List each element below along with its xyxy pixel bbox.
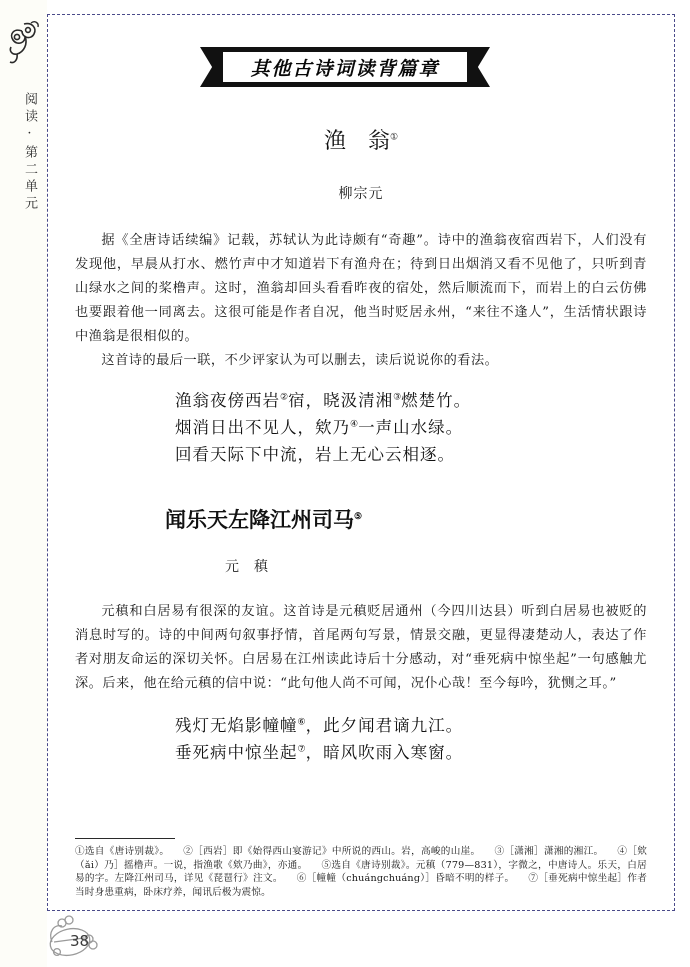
- footnote-item: ⑦［垂死病中惊坐起］作者当时身患重病，卧床疗养，闻讯后极为震惊。: [75, 873, 648, 898]
- footnote-list: [75, 845, 647, 899]
- verse-seg: 垂死病中惊坐起: [175, 743, 298, 762]
- footnote-item: ④［欸（ǎi）乃］摇橹声。一说，指渔歌《欸乃曲》，亦通。: [75, 846, 648, 871]
- sidebar: [0, 0, 47, 967]
- verse-seg: 回看天际下中流，岩上无心云相逐。: [175, 445, 455, 464]
- footnote-item: ①选自《唐诗别裁》。: [75, 846, 170, 857]
- page-number-label: 38: [70, 932, 90, 950]
- verse-footnote-marker: ③: [393, 392, 402, 403]
- poem-1-author: 柳宗元: [338, 186, 384, 202]
- poem-2-author-char-1: 元: [225, 559, 240, 575]
- verse-seg: 残灯无焰影幢幢: [175, 716, 298, 735]
- poem-2-title-text: 闻乐天左降江州司马: [165, 507, 354, 532]
- verse-footnote-marker: ④: [350, 419, 359, 430]
- poem-2-intro-paragraph-1: 元稹和白居易有很深的友谊。这首诗是元稹贬居通州（今四川达县）听到白居易也被贬的消息时写的。诗的中间两句叙事抒情，首尾两句写景，情景交融，更显得凄楚动人，表达了作者对朋友命运的深切关怀。白居易在江州读此诗后十分感动，对“垂死病中惊坐起”一句感触尤深。后来，他在给元稹的信中说：“此句他人尚不可闻，况仆心哉！至今每吟，犹恻之耳。”: [75, 604, 647, 691]
- poem-1-title-char-2: 翁: [367, 129, 390, 154]
- verse-footnote-marker: ⑦: [297, 744, 306, 755]
- verse-seg: 宿，晓汲清湘: [288, 391, 394, 410]
- poem-1-verse-line-3: [75, 441, 647, 468]
- verse-seg: ，暗风吹雨入寒窗。: [305, 743, 464, 762]
- footnote-separator-rule: [75, 838, 175, 839]
- main-content: [47, 14, 675, 911]
- poem-2-verses: [75, 712, 647, 766]
- poem-2-author-char-2: 稹: [254, 559, 269, 575]
- verse-footnote-marker: ②: [280, 392, 289, 403]
- poem-2-author: [75, 556, 647, 576]
- poem-1-intro-paragraph-2: 这首诗的最后一联，不少评家认为可以删去，读后说说你的看法。: [101, 353, 499, 368]
- sidebar-unit-label: 阅读·第二单元: [22, 92, 37, 213]
- footnote-item: ⑤选自《唐诗别裁》。元稹（779—831），字微之，中唐诗人。乐天，白居易的字。左降江州司马，详见《琵琶行》注文。: [75, 859, 647, 884]
- poem-2-title-footnote-marker: ⑤: [354, 512, 363, 522]
- poem-1-title-char-1: 渔: [323, 129, 346, 154]
- poem-1-verses: [75, 387, 647, 468]
- poem-1-title: [75, 124, 647, 155]
- poem-1-intro-paragraph-1: 据《全唐诗话续编》记载，苏轼认为此诗颇有“奇趣”。诗中的渔翁夜宿西岩下，人们没有发现他，早晨从打水、燃竹声中才知道岩下有渔舟在；待到日出烟消又看不见他了，只听到青山绿水之间的桨橹声。这时，渔翁却回头看看昨夜的宿处，然后顺流而下，而岩上的白云仿佛也要跟着他一同离去。这很可能是作者自况，他当时贬居永州，“来往不逢人”，生活情状跟诗中渔翁是很相似的。: [75, 233, 647, 344]
- poem-2-verse-line-1: [75, 712, 647, 739]
- page-number-ornament: [40, 912, 112, 962]
- footnote-item: ③［潇湘］潇湘的湘江。: [494, 846, 604, 857]
- banner-title: 其他古诗词读背篇章: [250, 57, 440, 80]
- poem-2-title: [75, 504, 647, 534]
- verse-seg: ，此夕闻君谪九江。: [305, 716, 464, 735]
- verse-seg: 渔翁夜傍西岩: [175, 391, 280, 410]
- poem-1-verse-line-1: [75, 387, 647, 414]
- poem-1-verse-line-2: [75, 414, 647, 441]
- poem-1-title-footnote-marker: ①: [389, 132, 399, 143]
- verse-footnote-marker: ⑥: [297, 717, 306, 728]
- verse-seg: 烟消日出不见人，欸乃: [175, 418, 350, 437]
- floral-swirl-ornament: [4, 18, 42, 66]
- verse-seg: 一声山水绿。: [358, 418, 464, 437]
- footnote-item: ⑥［幢幢（chuángchuáng）］昏暗不明的样子。: [296, 873, 515, 884]
- poem-2-verse-line-2: [75, 739, 647, 766]
- footnote-item: ②［西岩］即《始得西山宴游记》中所说的西山。岩，高峻的山崖。: [183, 846, 481, 857]
- verse-seg: 燃楚竹。: [401, 391, 472, 410]
